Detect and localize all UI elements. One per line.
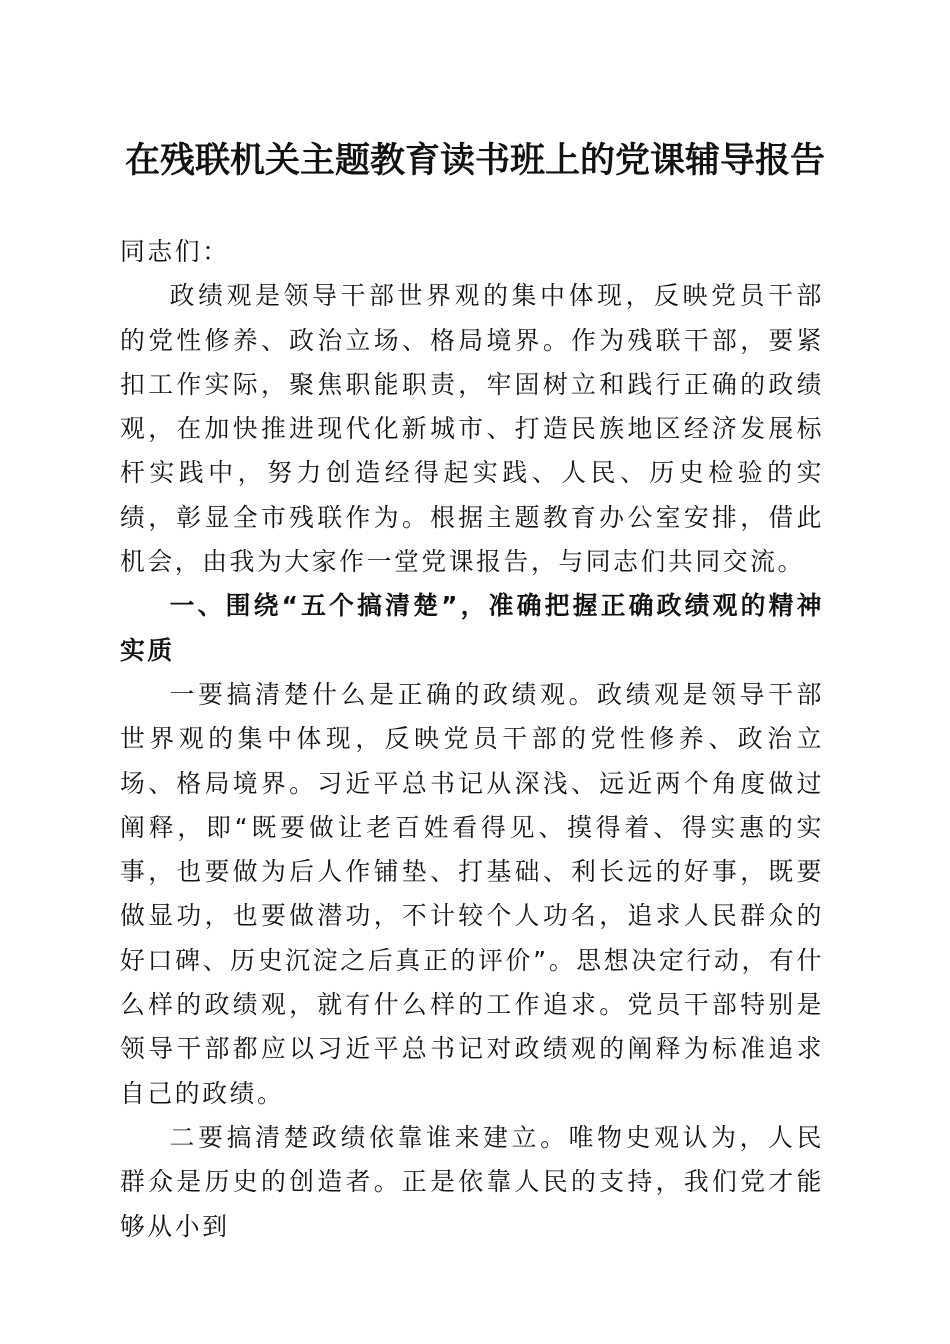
document-title: 在残联机关主题教育读书班上的党课辅导报告 bbox=[124, 140, 825, 181]
intro-paragraph: 政绩观是领导干部世界观的集中体现，反映党员干部的党性修养、政治立场、格局境界。作为残联干部，要紧扣工作实际，聚焦职能职责，牢固树立和践行正确的政绩观，在加快推进现代化新城市、打造民族地区经济发展标杆实践中，努力创造经得起实践、人民、历史检验的实绩，彰显全市残联作为。根据主题教育办公室安排，借此机会，由我为大家作一堂党课报告，与同志们共同交流。 bbox=[120, 281, 824, 577]
body-paragraph: 二要搞清楚政绩依靠谁来建立。唯物史观认为，人民群众是历史的创造者。正是依靠人民的支持，我们党才能够从小到 bbox=[120, 1122, 824, 1241]
body-paragraph: 一要搞清楚什么是正确的政绩观。政绩观是领导干部世界观的集中体现，反映党员干部的党性修养、政治立场、格局境界。习近平总书记从深浅、远近两个角度做过阐释，即“既要做让老百姓看得见、摸得着、得实惠的实事，也要做为后人作铺垫、打基础、利长远的好事，既要做显功，也要做潜功，不计较个人功名，追求人民群众的好口碑、历史沉淀之后真正的评价”。思想决定行动，有什么样的政绩观，就有什么样的工作追求。党员干部特别是领导干部都应以习近平总书记对政绩观的阐释为标准追求自己的政绩。 bbox=[120, 679, 824, 1108]
salutation: 同志们： bbox=[120, 237, 230, 266]
document-body bbox=[120, 230, 824, 1249]
section-heading: 一、围绕“五个搞清楚”，准确把握正确政绩观的精神实质 bbox=[120, 591, 824, 665]
